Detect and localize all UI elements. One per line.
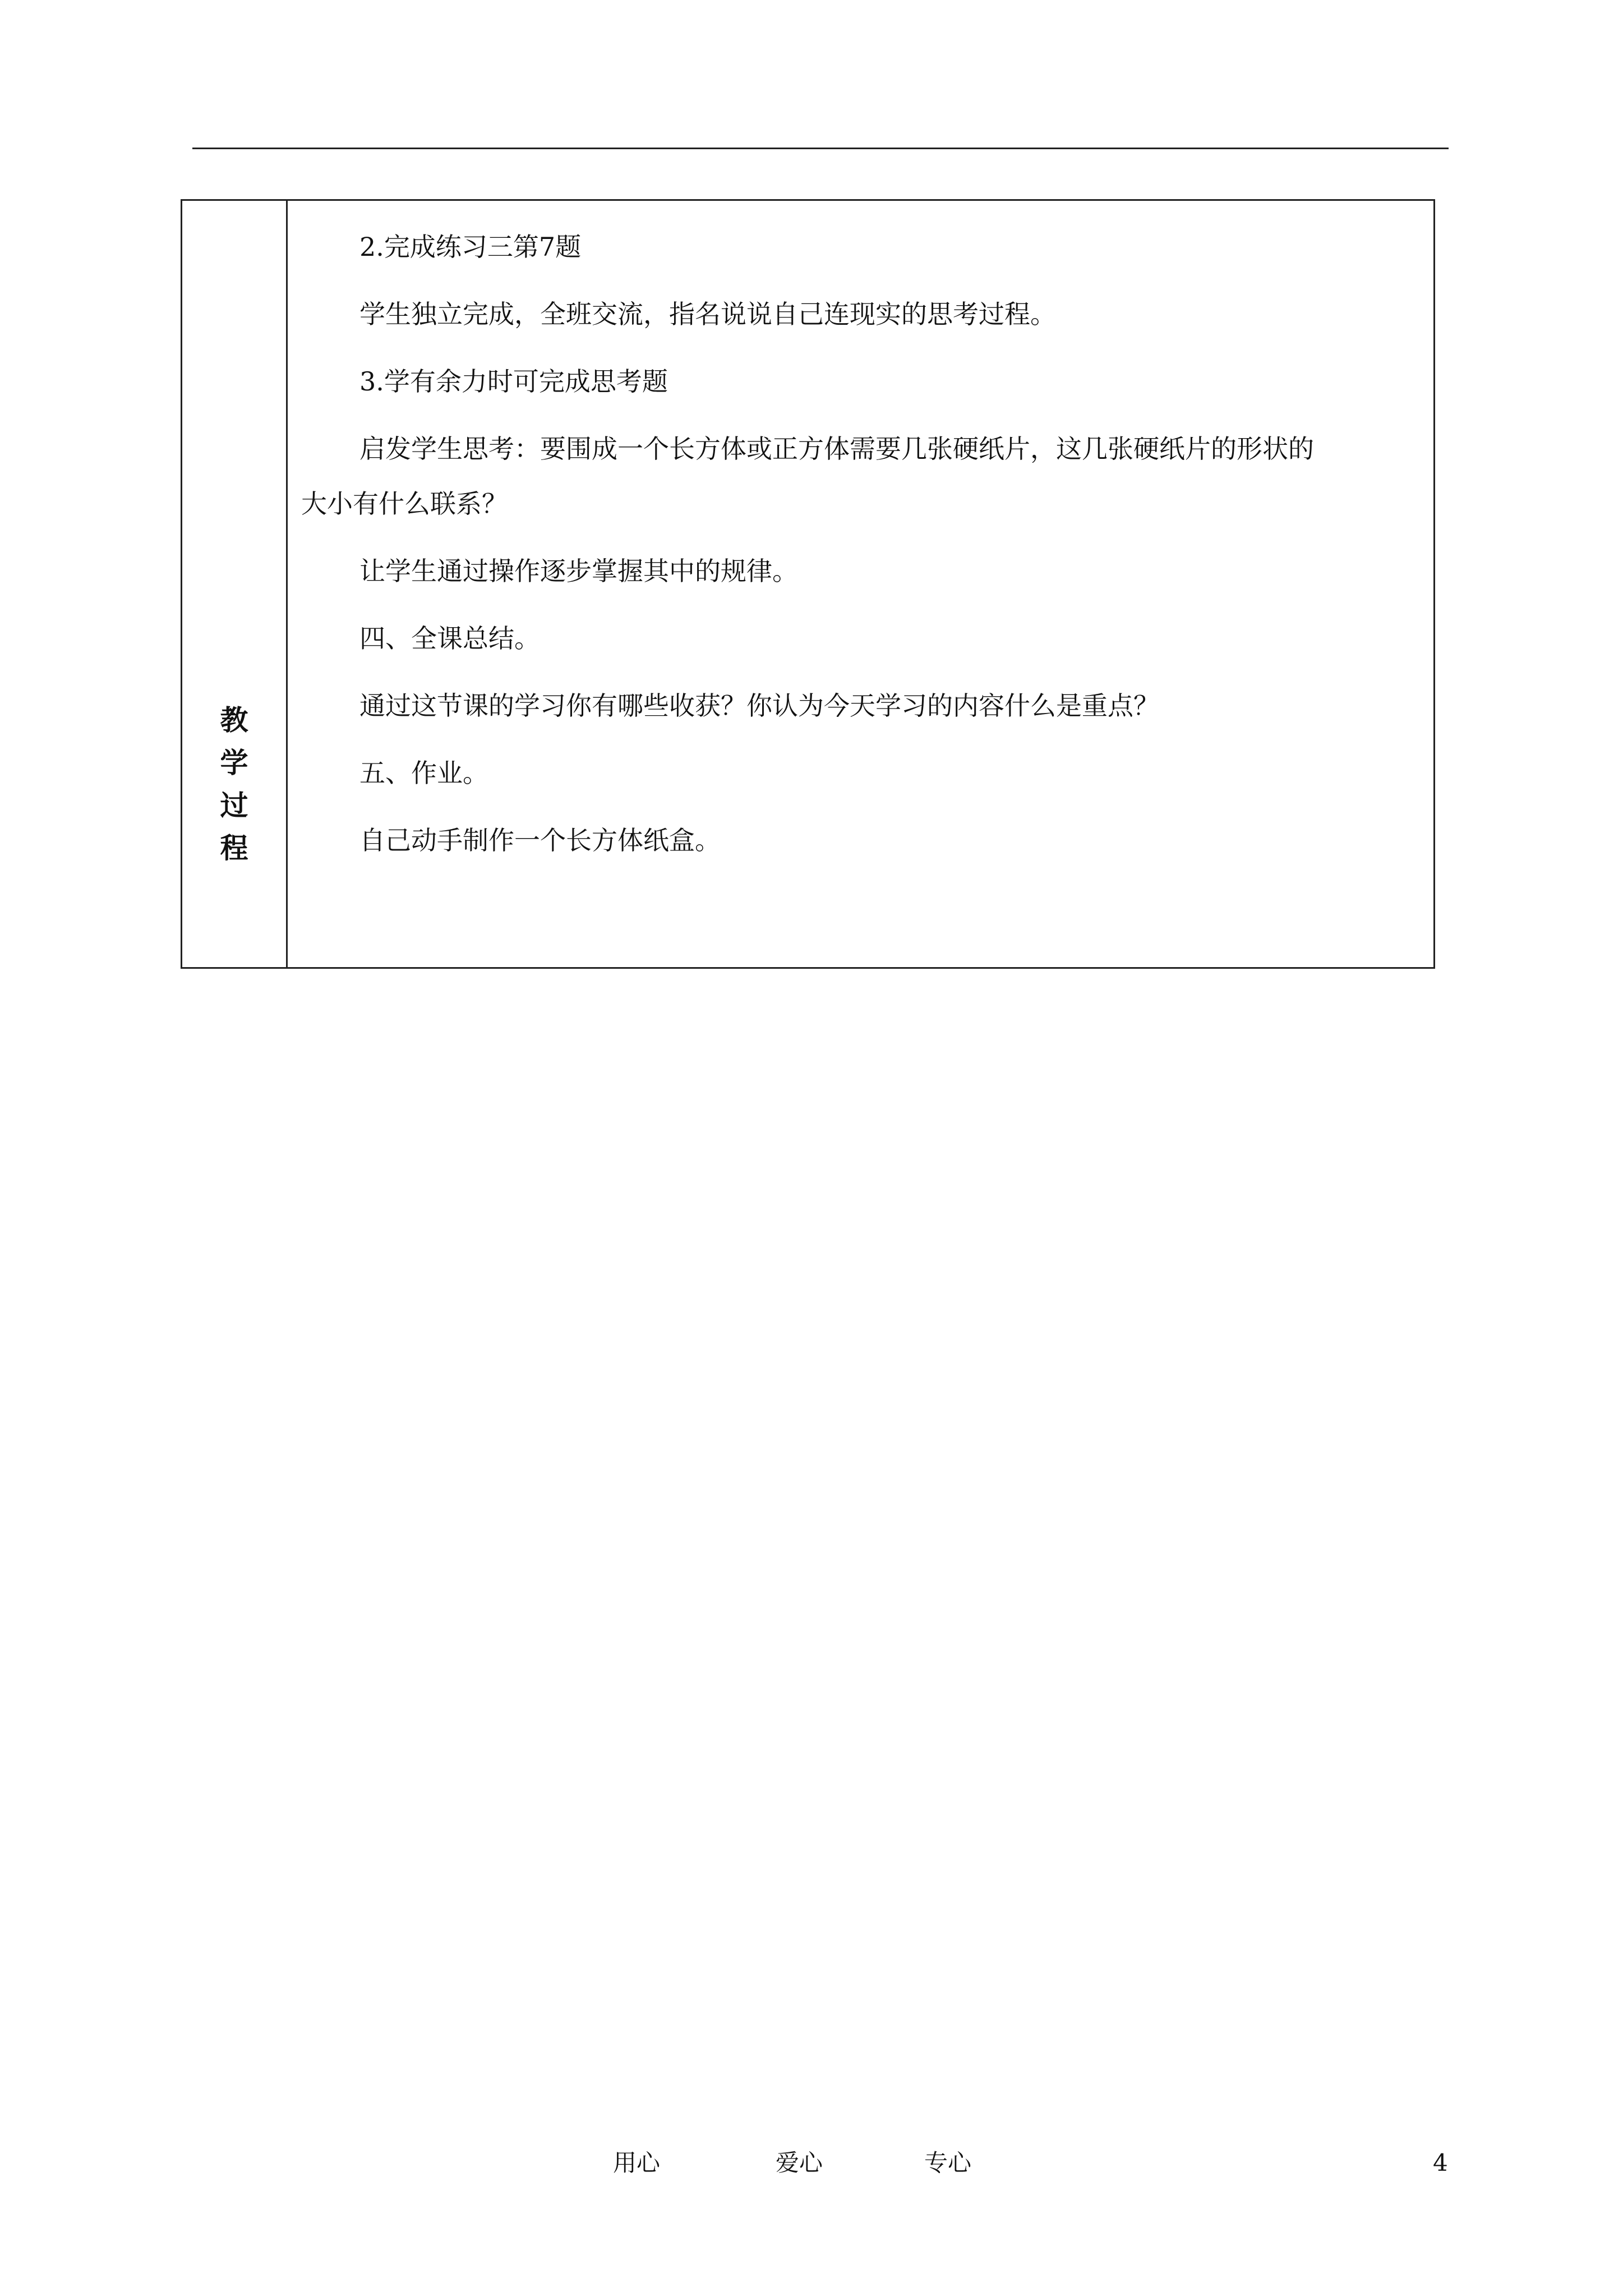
- section-label-char: 学: [220, 747, 248, 779]
- section-label-char: 教: [220, 704, 248, 737]
- footer-motto-word: 专心: [924, 2149, 972, 2177]
- section-label: [182, 699, 286, 869]
- paragraph-continuation: 大小有什么联系？: [301, 489, 508, 519]
- section-label-char: 程: [220, 832, 248, 864]
- section-heading: 五、作业。: [359, 758, 488, 788]
- lesson-table: [181, 199, 1435, 969]
- page-number: 4: [1433, 2149, 1448, 2177]
- paragraph: 启发学生思考：要围成一个长方体或正方体需要几张硬纸片，这几张硬纸片的形状的: [359, 434, 1314, 464]
- section-label-cell: [182, 201, 288, 967]
- footer-motto-word: 爱心: [776, 2149, 823, 2177]
- paragraph: 2.完成练习三第7题: [359, 232, 582, 262]
- footer-motto-word: 用心: [613, 2149, 661, 2177]
- section-heading: 四、全课总结。: [359, 623, 540, 654]
- paragraph: 通过这节课的学习你有哪些收获？你认为今天学习的内容什么是重点？: [359, 691, 1159, 721]
- content-cell: [288, 201, 1433, 967]
- paragraph: 让学生通过操作逐步掌握其中的规律。: [359, 556, 798, 586]
- paragraph: 自己动手制作一个长方体纸盒。: [359, 825, 721, 855]
- header-rule: [192, 148, 1449, 149]
- paragraph: 3.学有余力时可完成思考题: [359, 366, 668, 397]
- paragraph: 学生独立完成，全班交流，指名说说自己连现实的思考过程。: [359, 299, 1056, 329]
- section-label-char: 过: [220, 789, 248, 822]
